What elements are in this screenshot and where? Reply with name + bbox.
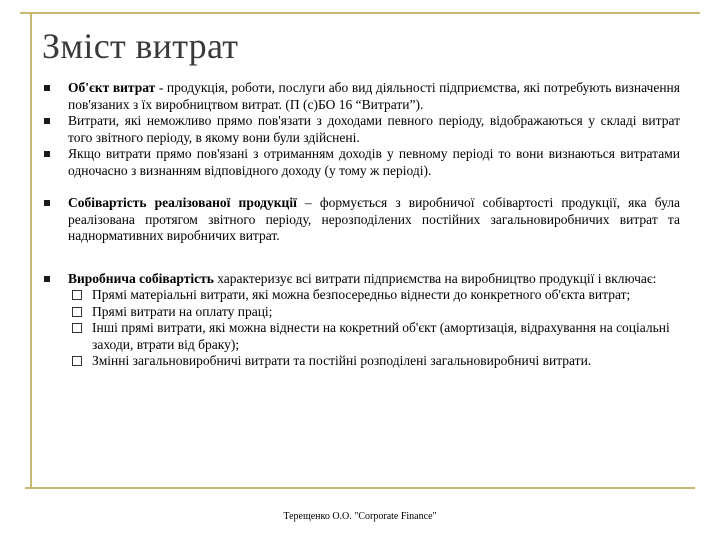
bullet-bold-term: Виробнича собівартість [68, 270, 214, 286]
bullet-item [40, 146, 680, 179]
footer-credit: Терещенко О.О. "Corporate Finance" [283, 511, 437, 522]
square-bullet-icon [44, 200, 50, 206]
bullet-text: Витрати, які неможливо прямо пов'язати з доходами певного періоду, відображаються у складі витрат того звітного періоду, в якому вони були здійснені. [68, 113, 680, 145]
sub-bullet-text: Інші прямі витрати, які можна віднести на кокретний об'єкт (амортизація, відрахування на соціальні заходи, втрати від браку); [92, 320, 670, 352]
sub-bullet-item [68, 353, 680, 370]
bullet-text: – формується з виробничої собівартості продукції, яка була реалізована протягом звітного періоду, нерозподілених постійних загальновиробничих витрат та наднормативних виробничих витрат. [68, 195, 680, 243]
sub-bullet-item [68, 320, 680, 353]
bullet-text: Якщо витрати прямо пов'язані з отриманням доходів у певному періоді то вони визнаються витратами одночасно з визнанням відповідного доходу (у тому ж періоді). [68, 146, 680, 178]
square-bullet-icon [44, 276, 50, 282]
frame-bottom-rule [25, 487, 695, 489]
sub-bullet-text: Змінні загальновиробничі витрати та постійні розподілені загальновиробничі витрати. [92, 353, 592, 368]
bullet-item [40, 80, 680, 113]
square-bullet-icon [44, 151, 50, 157]
bullet-item [40, 113, 680, 146]
sub-bullet-item [68, 287, 680, 304]
bullet-bold-term: Об'єкт витрат [68, 80, 156, 95]
square-bullet-icon [44, 118, 50, 124]
bullet-text: - продукція, роботи, послуги або вид діяльності підприємства, які потребують визначення пов'язаних з їх виробництвом витрат. (П (с)БО 16 “Витрати”). [68, 80, 680, 112]
slide-content [40, 80, 680, 370]
bullet-bold-term: Собівартість реалізованої продукції [68, 195, 297, 210]
checkbox-bullet-icon [72, 323, 82, 333]
checkbox-bullet-icon [72, 290, 82, 300]
square-bullet-icon [44, 85, 50, 91]
checkbox-bullet-icon [72, 356, 82, 366]
sub-bullet-item [68, 304, 680, 321]
sub-bullet-text: Прямі матеріальні витрати, які можна безпосередньо віднести до конкретного об'єкта витрат; [92, 287, 631, 302]
slide-title: Зміст витрат [42, 26, 239, 66]
bullet-item [40, 195, 680, 245]
frame-left-rule [30, 12, 32, 487]
bullet-item [40, 271, 680, 370]
frame-top-rule [20, 12, 700, 14]
bullet-text: характеризує всі витрати підприємства на виробництво продукції і включає: [213, 270, 657, 286]
checkbox-bullet-icon [72, 307, 82, 317]
sub-bullet-text: Прямі витрати на оплату праці; [92, 303, 273, 319]
